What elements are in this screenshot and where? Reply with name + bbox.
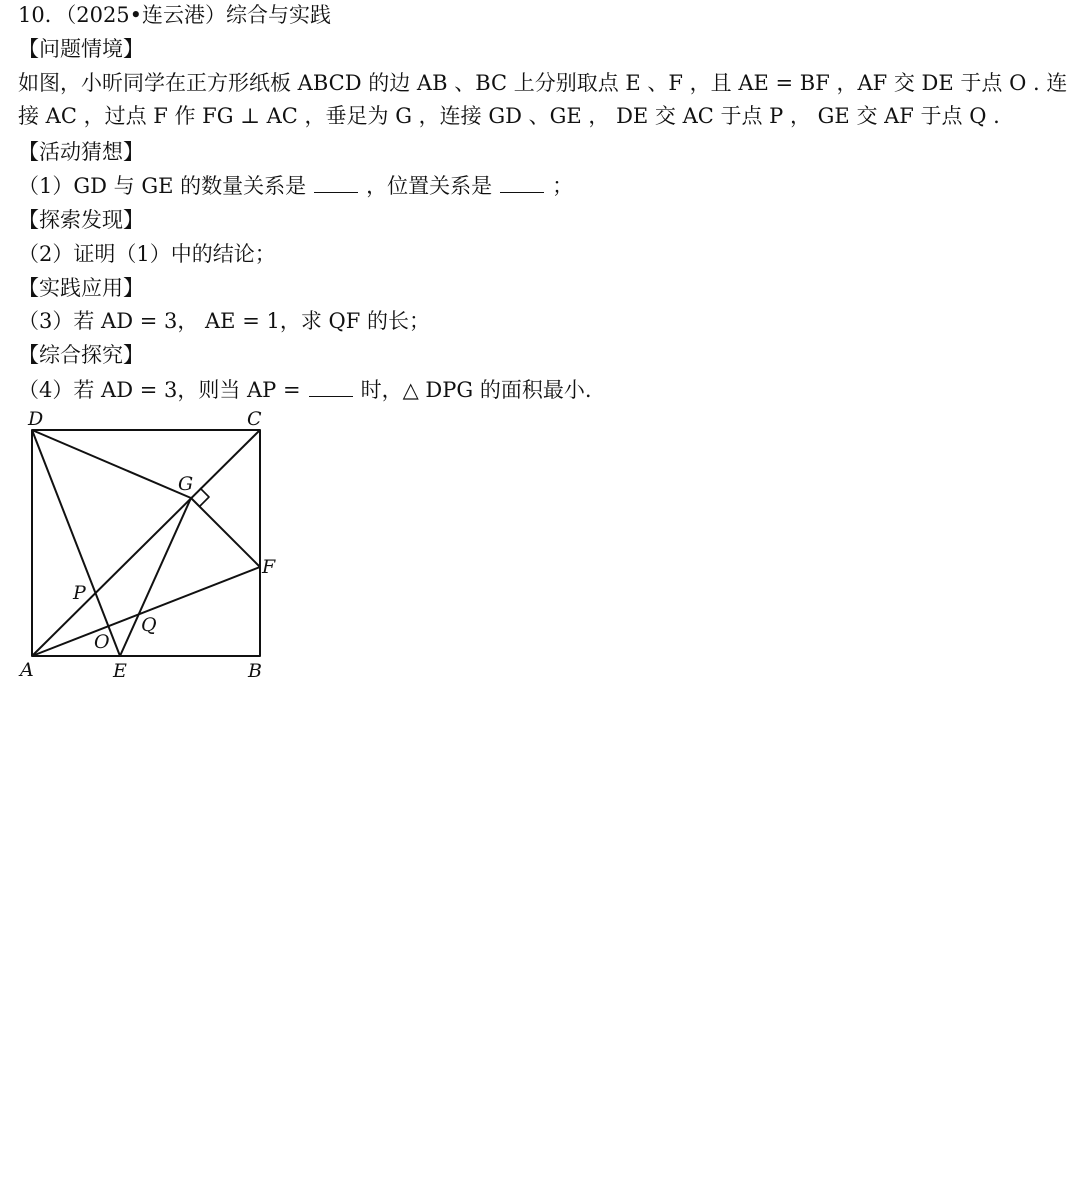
problem-header: 10．（2025•连云港）综合与实践 [18, 3, 332, 27]
label-b: B [248, 660, 262, 682]
section-title-application: 【实践应用】 [18, 276, 144, 300]
segment-af [32, 567, 260, 656]
segment-de [32, 430, 120, 656]
question-4-text-b: 时，△ DPG 的面积最小. [360, 378, 592, 402]
segment-fg [191, 498, 260, 567]
question-3: （3）若 AD = 3， AE = 1，求 QF 的长； [18, 309, 430, 333]
question-2: （2）证明（1）中的结论； [18, 242, 276, 266]
label-d: D [28, 408, 44, 430]
situation-line-1: 如图，小昕同学在正方形纸板 ABCD 的边 AB 、BC 上分别取点 E 、F ，且 AE = BF ，AF 交 DE 于点 O . 连 [18, 71, 1068, 95]
situation-line-2: 接 AC ，过点 F 作 FG ⊥ AC ，垂足为 G ，连接 GD 、GE ， DE 交 AC 于点 P ， GE 交 AF 于点 Q . [18, 104, 1000, 128]
question-4-text-a: （4）若 AD = 3，则当 AP = [18, 378, 301, 402]
label-e: E [113, 660, 127, 682]
label-g: G [178, 473, 194, 495]
question-1-text-a: （1）GD 与 GE 的数量关系是 [18, 174, 307, 198]
answer-blank-2[interactable] [500, 174, 544, 193]
question-1-text-c: ； [552, 174, 574, 198]
label-o: O [94, 631, 110, 653]
section-title-conjecture: 【活动猜想】 [18, 140, 144, 164]
segment-gd [32, 430, 194, 498]
right-angle-mark [200, 488, 209, 506]
answer-blank-1[interactable] [314, 174, 358, 193]
label-c: C [247, 408, 262, 430]
label-a: A [20, 659, 34, 681]
question-1 [18, 171, 573, 201]
section-title-situation: 【问题情境】 [18, 37, 144, 61]
label-q: Q [141, 614, 157, 636]
section-title-comprehensive: 【综合探究】 [18, 343, 144, 367]
section-title-exploration: 【探索发现】 [18, 208, 144, 232]
answer-blank-3[interactable] [309, 378, 353, 397]
geometry-figure [14, 402, 294, 688]
question-1-text-b: ，位置关系是 [366, 174, 493, 198]
label-f: F [262, 556, 276, 578]
label-p: P [73, 582, 86, 604]
question-4 [18, 375, 592, 405]
